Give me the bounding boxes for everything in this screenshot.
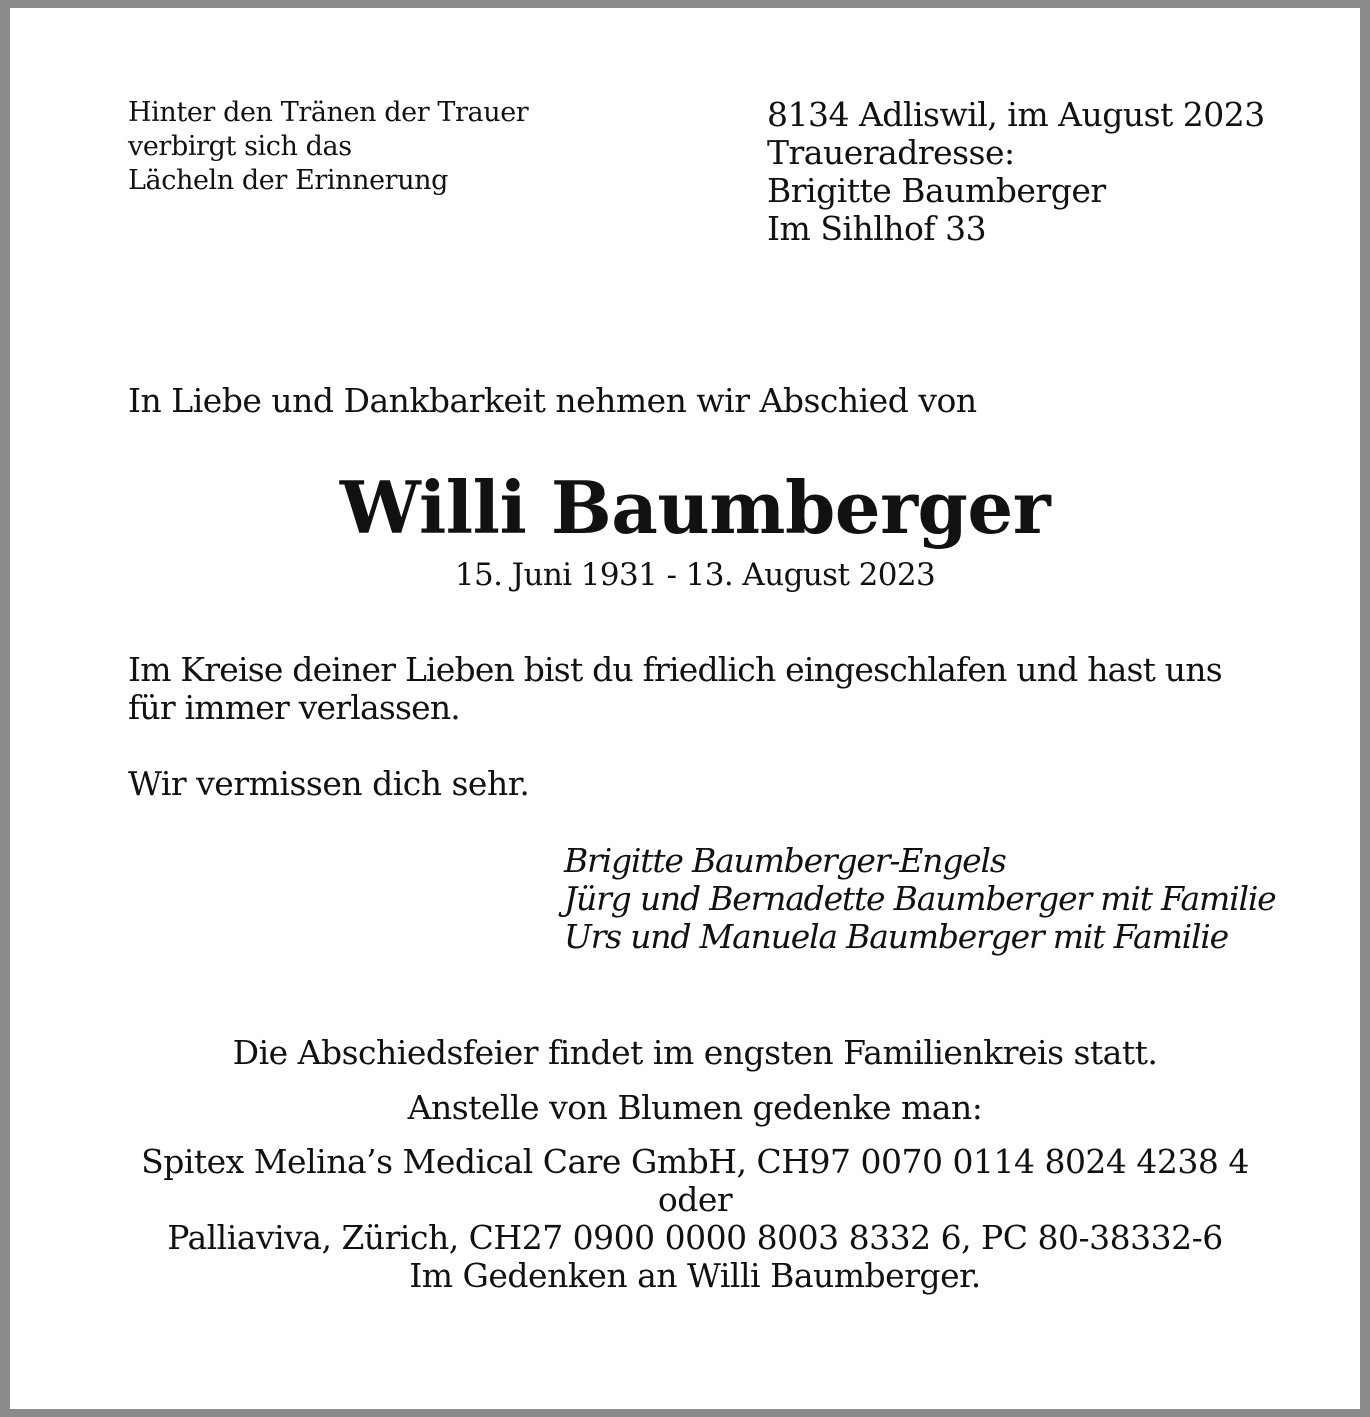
donation-info: [10, 1143, 1370, 1295]
ceremony-note: Die Abschiedsfeier findet im engsten Familienkreis statt.: [232, 1033, 1158, 1072]
place-date: 8134 Adliswil, im August 2023: [767, 95, 1265, 134]
motto: [128, 96, 528, 198]
signers-list: [564, 842, 1276, 956]
motto-line: Lächeln der Erinnerung: [128, 165, 449, 196]
address-name: Brigitte Baumberger: [767, 171, 1106, 210]
signer: Brigitte Baumberger-Engels: [564, 841, 1006, 880]
message-line: Im Kreise deiner Lieben bist du friedlich eingeschlafen und hast uns: [128, 650, 1222, 689]
mourning-address: [767, 96, 1265, 248]
motto-line: Hinter den Tränen der Trauer: [128, 97, 529, 128]
signer: Urs und Manuela Baumberger mit Familie: [564, 917, 1228, 956]
signer: Jürg und Bernadette Baumberger mit Familie: [564, 879, 1276, 918]
life-dates: 15. Juni 1931 - 13. August 2023: [454, 557, 936, 593]
donation-line: Im Gedenken an Willi Baumberger.: [409, 1256, 981, 1295]
donation-line: Spitex Melina’s Medical Care GmbH, CH97 0070 0114 8024 4238 4: [141, 1142, 1249, 1181]
flowers-note: Anstelle von Blumen gedenke man:: [407, 1088, 983, 1127]
miss-you-message: Wir vermissen dich sehr.: [128, 764, 530, 803]
address-heading: Traueradresse:: [767, 133, 1015, 172]
address-street: Im Sihlhof 33: [767, 209, 987, 248]
intro-text: In Liebe und Dankbarkeit nehmen wir Abschied von: [128, 381, 977, 420]
message-line: für immer verlassen.: [128, 688, 460, 727]
deceased-name: Willi Baumberger: [339, 465, 1051, 550]
donation-line: oder: [657, 1180, 733, 1219]
donation-line: Palliaviva, Zürich, CH27 0900 0000 8003 8332 6, PC 80-38332-6: [167, 1218, 1223, 1257]
farewell-message: [128, 651, 1222, 727]
motto-line: verbirgt sich das: [128, 131, 352, 162]
